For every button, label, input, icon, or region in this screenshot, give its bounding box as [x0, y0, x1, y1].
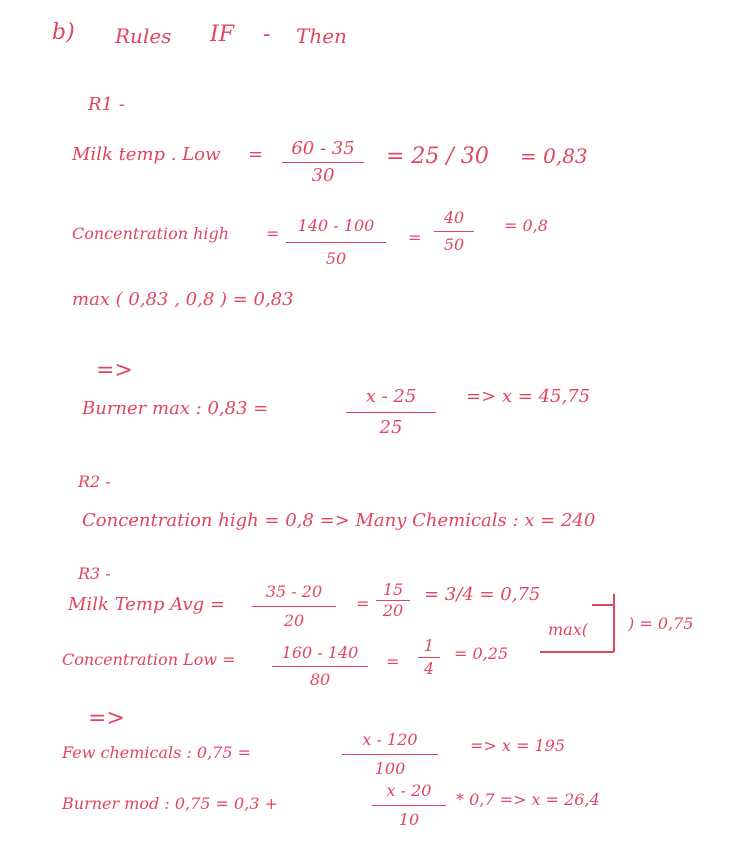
r3-conc-den2: 4 — [423, 659, 435, 678]
r3-milk-eq: = — [356, 594, 370, 613]
r3-milk-den: 20 — [283, 611, 305, 630]
r1-conc-eq: = — [266, 224, 280, 243]
r1-max-line: max ( 0,83 , 0,8 ) = 0,83 — [72, 289, 294, 310]
r1-conc-fraction — [286, 218, 386, 267]
r3-conc-num: 160 - 140 — [281, 643, 359, 662]
r3-burner-den: 10 — [398, 810, 420, 829]
r3-label: R3 - — [78, 564, 111, 583]
r3-few-result: => x = 195 — [470, 736, 566, 755]
r1-conc-eq2: = — [408, 228, 422, 247]
bracket-bottom — [540, 651, 614, 653]
r1-milk-fraction — [282, 140, 364, 185]
r2-label: R2 - — [78, 472, 111, 491]
r3-burner-label: Burner mod : 0,75 = 0,3 + — [62, 794, 278, 813]
then-label: Then — [296, 24, 347, 48]
r3-milk-den2: 20 — [382, 601, 404, 620]
r3-milk-result: = 3/4 = 0,75 — [424, 584, 541, 605]
r3-conc-eq: = — [386, 652, 400, 671]
r3-milk-num: 35 - 20 — [265, 582, 323, 601]
r1-conc-den: 50 — [325, 249, 347, 268]
part-label: b) — [52, 20, 75, 45]
fraction-bar — [372, 805, 446, 806]
r1-conc-num2: 40 — [443, 208, 465, 227]
r3-conc-fraction — [272, 645, 368, 688]
r1-conc-num: 140 - 100 — [297, 216, 375, 235]
r1-conc-result: = 0,8 — [504, 216, 548, 235]
fraction-bar — [252, 606, 336, 607]
r1-burner-num: x - 25 — [365, 386, 417, 407]
r1-burner-fraction — [346, 388, 436, 437]
fraction-bar — [272, 666, 368, 667]
r1-conc-den2: 50 — [443, 235, 465, 254]
fraction-bar — [346, 412, 436, 413]
r3-conc-label: Concentration Low = — [62, 650, 236, 669]
r1-milk-eq2: = 25 / 30 — [386, 144, 489, 169]
r3-milk-num2: 15 — [382, 580, 404, 599]
r2-line: Concentration high = 0,8 => Many Chemicals : x = 240 — [82, 510, 596, 531]
r3-few-fraction — [342, 732, 438, 777]
r1-milk-label: Milk temp . Low — [72, 144, 221, 165]
bracket-top — [592, 604, 614, 606]
header-dash: - — [263, 22, 271, 47]
r3-max-label: max( — [548, 620, 588, 639]
r3-burner-fraction — [372, 783, 446, 828]
r3-milk-label: Milk Temp Avg = — [68, 594, 225, 615]
r3-milk-fraction — [252, 584, 336, 629]
r3-few-label: Few chemicals : 0,75 = — [62, 743, 252, 762]
r3-conc-num2: 1 — [423, 636, 435, 655]
r1-milk-result: = 0,83 — [520, 144, 588, 168]
r3-burner-result: * 0,7 => x = 26,4 — [456, 790, 600, 809]
r3-conc-den: 80 — [309, 670, 331, 689]
r3-conc-result: = 0,25 — [454, 644, 509, 663]
bracket-side — [613, 594, 615, 652]
r1-conc-fraction2 — [434, 210, 474, 253]
fraction-bar — [418, 657, 440, 658]
rules-label: Rules — [115, 24, 172, 48]
r3-max-result: ) = 0,75 — [628, 614, 694, 633]
r3-few-den: 100 — [374, 759, 406, 778]
fraction-bar — [282, 162, 364, 163]
r3-milk-fraction2 — [376, 582, 410, 619]
r1-milk-den: 30 — [311, 165, 335, 186]
r1-milk-num: 60 - 35 — [291, 138, 355, 159]
r1-burner-den: 25 — [379, 417, 403, 438]
r1-implies: => — [96, 358, 133, 383]
r3-implies: => — [88, 706, 125, 731]
r3-few-num: x - 120 — [362, 730, 418, 749]
r1-conc-label: Concentration high — [72, 224, 230, 243]
fraction-bar — [434, 231, 474, 232]
r1-label: R1 - — [88, 94, 125, 115]
r1-burner-result: => x = 45,75 — [466, 386, 591, 407]
if-label: IF — [210, 22, 234, 47]
fraction-bar — [286, 242, 386, 243]
r3-burner-num: x - 20 — [386, 781, 432, 800]
r1-burner-label: Burner max : 0,83 = — [82, 398, 269, 419]
r1-milk-eq: = — [248, 144, 264, 165]
fraction-bar — [342, 754, 438, 755]
r3-conc-fraction2 — [418, 638, 440, 677]
